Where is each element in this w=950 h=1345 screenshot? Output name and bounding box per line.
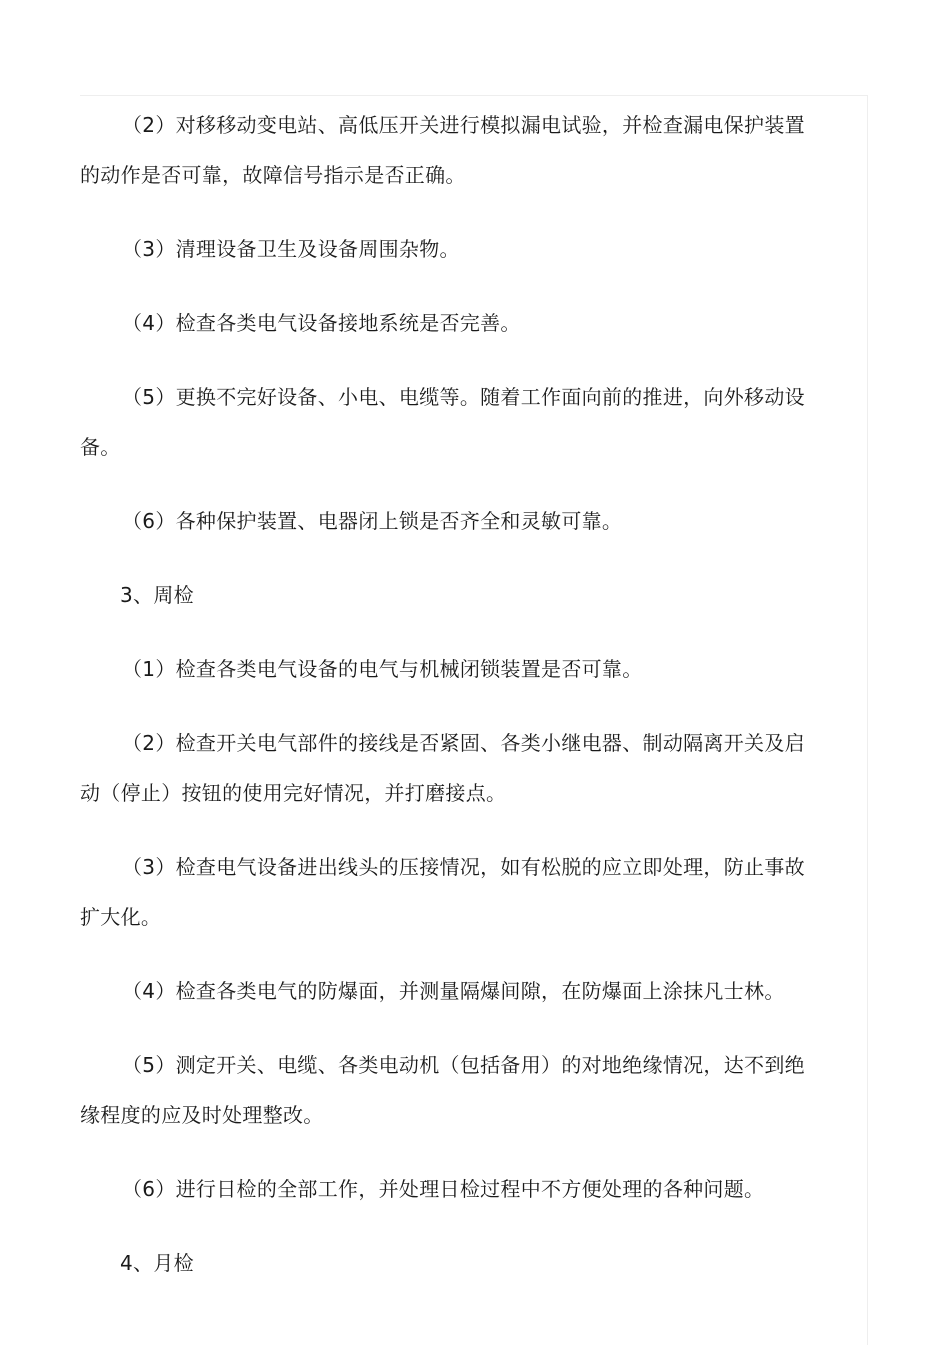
paragraph-item-3-cable-terminals bbox=[80, 842, 824, 942]
paragraph-item-5-insulation bbox=[80, 1040, 824, 1140]
paragraph-item-6-protection-devices bbox=[80, 496, 824, 546]
paragraph-line: （2）对移移动变电站、高低压开关进行模拟漏电试验，并检查漏电保护装置 bbox=[122, 113, 805, 137]
paragraph-line: 扩大化。 bbox=[80, 905, 162, 929]
paragraph-line: 备。 bbox=[80, 435, 121, 459]
paragraph-item-5-replace-equipment bbox=[80, 372, 824, 472]
paragraph-line: （2）检查开关电气部件的接线是否紧固、各类小继电器、制动隔离开关及启 bbox=[122, 731, 805, 755]
paragraph-item-4-explosion-proof bbox=[80, 966, 824, 1016]
paragraph-line: （6）各种保护装置、电器闭上锁是否齐全和灵敏可靠。 bbox=[122, 509, 623, 533]
section-heading: 4、月检 bbox=[120, 1251, 194, 1275]
paragraph-line: （4）检查各类电气设备接地系统是否完善。 bbox=[122, 311, 521, 335]
paragraph-line: （5）更换不完好设备、小电、电缆等。随着工作面向前的推进，向外移动设 bbox=[122, 385, 805, 409]
paragraph-line: （5）测定开关、电缆、各类电动机（包括备用）的对地绝缘情况，达不到绝 bbox=[122, 1053, 805, 1077]
paragraph-item-3-cleaning bbox=[80, 224, 824, 274]
paragraph-item-2-leakage-test bbox=[80, 100, 824, 200]
document-body bbox=[80, 100, 824, 1312]
paragraph-line: 动（停止）按钮的使用完好情况，并打磨接点。 bbox=[80, 781, 507, 805]
paragraph-line: （6）进行日检的全部工作，并处理日检过程中不方便处理的各种问题。 bbox=[122, 1177, 765, 1201]
paragraph-line: （1）检查各类电气设备的电气与机械闭锁装置是否可靠。 bbox=[122, 657, 643, 681]
paragraph-line: 缘程度的应及时处理整改。 bbox=[80, 1103, 324, 1127]
paragraph-line: （4）检查各类电气的防爆面，并测量隔爆间隙，在防爆面上涂抹凡士林。 bbox=[122, 979, 785, 1003]
section-heading-weekly-check bbox=[80, 570, 824, 620]
paragraph-item-6-daily-work bbox=[80, 1164, 824, 1214]
paragraph-line: （3）检查电气设备进出线头的压接情况，如有松脱的应立即处理，防止事故 bbox=[122, 855, 805, 879]
paragraph-item-4-grounding bbox=[80, 298, 824, 348]
section-heading-monthly-check bbox=[80, 1238, 824, 1288]
paragraph-item-2-wiring bbox=[80, 718, 824, 818]
paragraph-line: （3）清理设备卫生及设备周围杂物。 bbox=[122, 237, 460, 261]
paragraph-item-1-interlock bbox=[80, 644, 824, 694]
section-heading: 3、周检 bbox=[120, 583, 194, 607]
paragraph-line: 的动作是否可靠，故障信号指示是否正确。 bbox=[80, 163, 466, 187]
